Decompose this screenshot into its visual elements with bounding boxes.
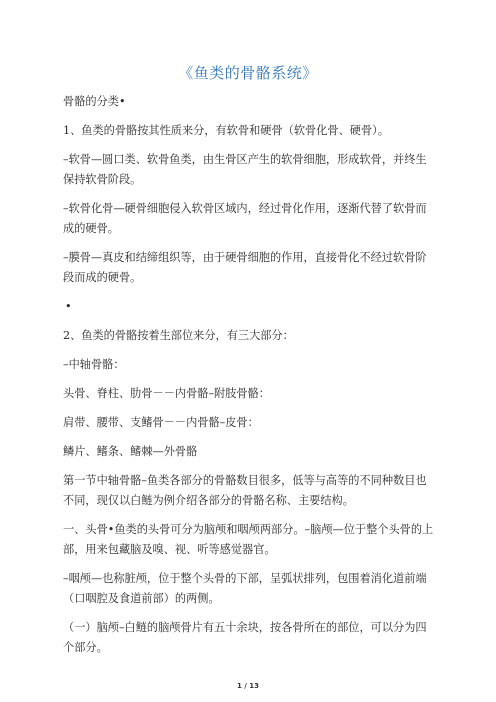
paragraph: 骨骼的分类•: [63, 95, 126, 108]
paragraph: （一）脑颅–白鲢的脑颅骨片有五十余块，按各骨所在的部位，可以分为四个部分。: [63, 621, 427, 654]
page-indicator: 1 / 13: [236, 682, 260, 690]
bullet-paragraph: •: [65, 300, 72, 313]
paragraph: –咽颅—也称脏颅，位于整个头骨的下部，呈弧状排列，包围着消化道前端（口咽腔及食道前部）的两侧。: [63, 572, 427, 605]
paragraph: 头骨、脊柱、肋骨－－内骨骼–附肢骨骼：: [63, 387, 270, 400]
paragraph: –中轴骨骼：: [63, 358, 125, 371]
paragraph: –软骨化骨—硬骨细胞侵入软骨区域内，经过骨化作用，逐渐代替了软骨而成的硬骨。: [63, 202, 427, 235]
paragraph: 1、鱼类的骨骼按其性质来分，有软骨和硬骨（软骨化骨、硬骨）。: [63, 124, 389, 137]
document-body: [63, 92, 435, 667]
paragraph: –软骨—圆口类、软骨鱼类，由生骨区产生的软骨细胞，形成软骨，并终生保持软骨阶段。: [63, 153, 427, 186]
paragraph: 鳞片、鳍条、鳍棘—外骨骼: [63, 445, 198, 458]
document-title: 《鱼类的骨骼系统》: [178, 64, 318, 82]
paragraph: 第一节中轴骨骼–鱼类各部分的骨骼数目很多，低等与高等的不同种数目也不同，现仅以白鲢为例介绍各部分的骨骼名称、主要结构。: [63, 474, 427, 507]
paragraph: 肩带、腰带、支鳍骨－－内骨骼–皮骨：: [63, 416, 259, 429]
paragraph: 2、鱼类的骨骼按着生部位来分，有三大部分：: [63, 329, 294, 342]
paragraph: 一、头骨•鱼类的头骨可分为脑颅和咽颅两部分。–脑颅—位于整个头骨的上部，用来包藏脑及嗅、视、听等感觉器官。: [63, 523, 434, 556]
paragraph: –膜骨—真皮和结缔组织等，由于硬骨细胞的作用，直接骨化不经过软骨阶段而成的硬骨。: [63, 251, 427, 284]
